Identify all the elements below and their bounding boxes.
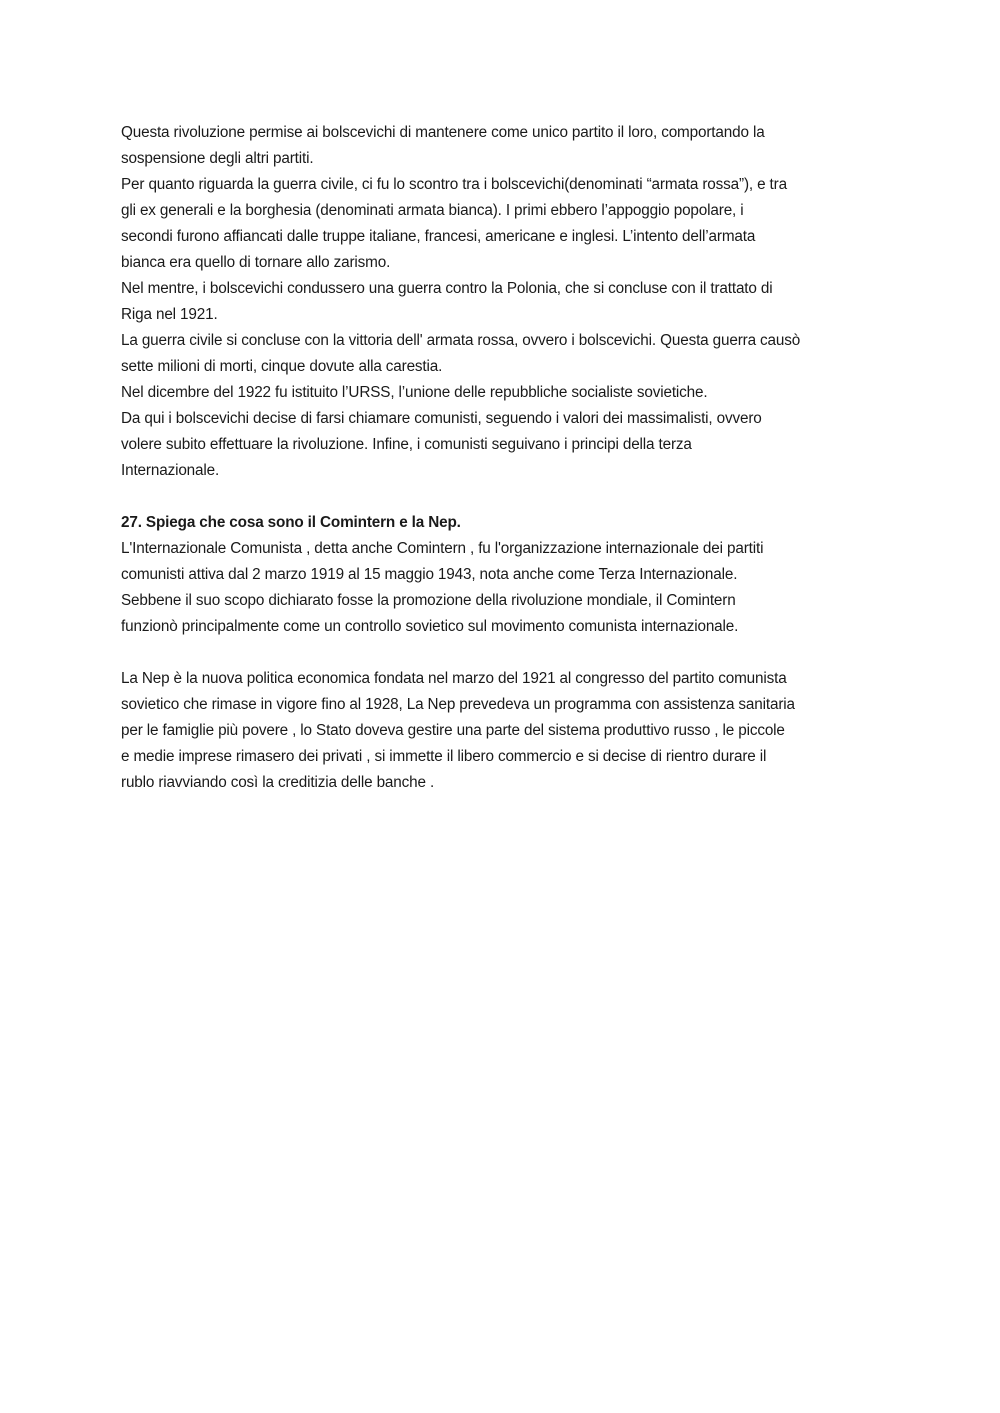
paragraph-spacer — [121, 640, 891, 666]
question-heading: 27. Spiega che cosa sono il Comintern e la Nep. — [121, 514, 461, 531]
text-line: L'Internazionale Comunista , detta anche Comintern , fu l'organizzazione internazionale dei partiti — [121, 540, 764, 557]
text-line: Sebbene il suo scopo dichiarato fosse la promozione della rivoluzione mondiale, il Comintern — [121, 592, 736, 609]
text-line: bianca era quello di tornare allo zarismo. — [121, 254, 391, 271]
text-line: secondi furono affiancati dalle truppe italiane, francesi, americane e inglesi. L’intento dell’armata — [121, 228, 756, 245]
paragraph-spacer — [121, 484, 891, 510]
intro-paragraph — [121, 120, 891, 484]
text-line: sovietico che rimase in vigore fino al 1928, La Nep prevedeva un programma con assistenza sanitaria — [121, 696, 795, 713]
text-line: sospensione degli altri partiti. — [121, 150, 314, 167]
text-line: Riga nel 1921. — [121, 306, 218, 323]
text-line: e medie imprese rimasero dei privati , si immette il libero commercio e si decise di rientro durare il — [121, 748, 767, 765]
text-line: La Nep è la nuova politica economica fondata nel marzo del 1921 al congresso del partito comunista — [121, 670, 787, 687]
text-line: Internazionale. — [121, 462, 220, 479]
text-line: gli ex generali e la borghesia (denominati armata bianca). I primi ebbero l’appoggio popolare, i — [121, 202, 744, 219]
comintern-paragraph — [121, 536, 891, 640]
text-line: Per quanto riguarda la guerra civile, ci fu lo scontro tra i bolscevichi(denominati “armata rossa”), e tra — [121, 176, 787, 193]
text-line: volere subito effettuare la rivoluzione. Infine, i comunisti seguivano i principi della terza — [121, 436, 692, 453]
page-content — [121, 120, 891, 796]
text-line: rublo riavviando così la creditizia delle banche . — [121, 774, 435, 791]
text-line: Nel dicembre del 1922 fu istituito l’URSS, l’unione delle repubbliche socialiste sovietiche. — [121, 384, 708, 401]
text-line: Nel mentre, i bolscevichi condussero una guerra contro la Polonia, che si concluse con il trattato di — [121, 280, 773, 297]
text-line: sette milioni di morti, cinque dovute alla carestia. — [121, 358, 443, 375]
text-line: per le famiglie più povere , lo Stato doveva gestire una parte del sistema produttivo russo , le piccole — [121, 722, 785, 739]
nep-paragraph — [121, 666, 891, 796]
text-line: La guerra civile si concluse con la vittoria dell' armata rossa, ovvero i bolscevichi. Questa guerra causò — [121, 332, 801, 349]
text-line: funzionò principalmente come un controllo sovietico sul movimento comunista internazionale. — [121, 618, 739, 635]
text-line: Da qui i bolscevichi decise di farsi chiamare comunisti, seguendo i valori dei massimalisti, ovvero — [121, 410, 762, 427]
text-line: Questa rivoluzione permise ai bolscevichi di mantenere come unico partito il loro, comportando la — [121, 124, 765, 141]
text-line: comunisti attiva dal 2 marzo 1919 al 15 maggio 1943, nota anche come Terza Internazionale. — [121, 566, 738, 583]
